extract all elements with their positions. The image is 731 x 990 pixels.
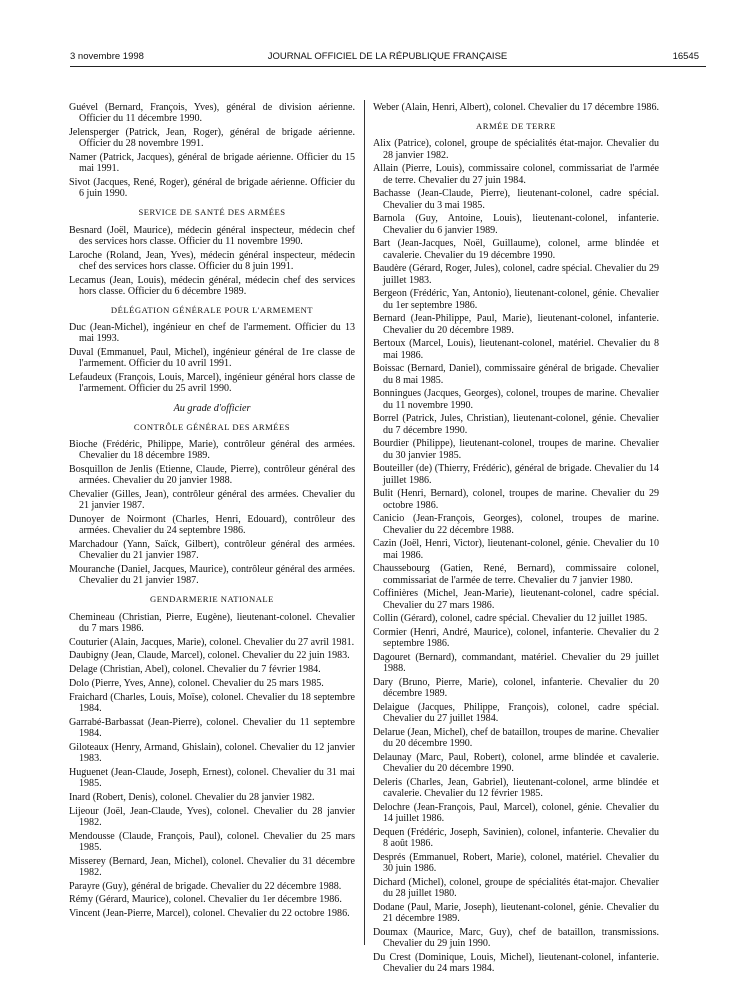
list-item: Delochre (Jean-François, Paul, Marcel), colonel, génie. Chevalier du 14 juillet 1986. bbox=[373, 802, 659, 825]
list-item: Laroche (Roland, Jean, Yves), médecin général inspecteur, médecin chef des services hors classe. Officier du 8 juin 1991. bbox=[69, 249, 355, 272]
list-item: Boissac (Bernard, Daniel), commissaire général de brigade. Chevalier du 8 mai 1985. bbox=[373, 363, 659, 386]
list-item: Bertoux (Marcel, Louis), lieutenant-colonel, matériel. Chevalier du 8 mai 1986. bbox=[373, 338, 659, 361]
header-date: 3 novembre 1998 bbox=[70, 51, 144, 62]
column-divider bbox=[364, 100, 365, 945]
page-header bbox=[70, 51, 705, 65]
list-item: Cazin (Joël, Henri, Victor), lieutenant-colonel, génie. Chevalier du 10 mai 1986. bbox=[373, 538, 659, 561]
list-item: Collin (Gérard), colonel, cadre spécial. Chevalier du 12 juillet 1985. bbox=[373, 613, 648, 625]
list-item: Weber (Alain, Henri, Albert), colonel. Chevalier du 17 décembre 1986. bbox=[373, 102, 659, 113]
list-item: Deleris (Charles, Jean, Gabriel), lieutenant-colonel, arme blindée et cavalerie. Chevalier du 12 février 1985. bbox=[373, 777, 659, 800]
list-item: Bosquillon de Jenlis (Etienne, Claude, Pierre), contrôleur général des armées. Chevalier du 20 janvier 1988. bbox=[69, 464, 355, 487]
list-item: Després (Emmanuel, Robert, Marie), colonel, matériel. Chevalier du 30 juin 1986. bbox=[373, 852, 659, 875]
list-item: Parayre (Guy), général de brigade. Chevalier du 22 décembre 1988. bbox=[69, 880, 342, 892]
list-item: Marchadour (Yann, Saïck, Gilbert), contrôleur général des armées. Chevalier du 21 janvier 1987. bbox=[69, 539, 355, 562]
list-item: Vincent (Jean-Pierre, Marcel), colonel. Chevalier du 22 octobre 1986. bbox=[69, 908, 350, 920]
list-item: Chevalier (Gilles, Jean), contrôleur général des armées. Chevalier du 21 janvier 1987. bbox=[69, 489, 355, 512]
list-item: Fraichard (Charles, Louis, Moïse), colonel. Chevalier du 18 septembre 1984. bbox=[69, 691, 355, 715]
list-item: Bonningues (Jacques, Georges), colonel, troupes de marine. Chevalier du 11 novembre 1990. bbox=[373, 388, 659, 411]
list-item: Canicio (Jean-François, Georges), colonel, troupes de marine. Chevalier du 22 décembre 1988. bbox=[373, 513, 659, 536]
list-item: Misserey (Bernard, Jean, Michel), colonel. Chevalier du 31 décembre 1982. bbox=[69, 855, 355, 878]
list-item: Dary (Bruno, Pierre, Marie), colonel, infanterie. Chevalier du 20 décembre 1989. bbox=[373, 677, 659, 700]
list-item: Jelensperger (Patrick, Jean, Roger), général de brigade aérienne. Officier du 28 novembre 1991. bbox=[69, 127, 355, 150]
section-heading: CONTRÔLE GÉNÉRAL DES ARMÉES bbox=[133, 421, 291, 432]
list-item: Delarue (Jean, Michel), chef de bataillon, troupes de marine. Chevalier du 20 décembre 1990. bbox=[373, 727, 659, 750]
left-column bbox=[69, 102, 355, 922]
list-item: Huguenet (Jean-Claude, Joseph, Ernest), colonel. Chevalier du 31 mai 1985. bbox=[69, 766, 355, 790]
list-item: Guével (Bernard, François, Yves), général de division aérienne. Officier du 11 décembre 1990. bbox=[69, 102, 355, 125]
right-column bbox=[373, 102, 659, 977]
section-heading: DÉLÉGATION GÉNÉRALE POUR L'ARMEMENT bbox=[110, 305, 314, 316]
list-item: Bulit (Henri, Bernard), colonel, troupes de marine. Chevalier du 29 octobre 1986. bbox=[373, 488, 659, 511]
list-item: Sivot (Jacques, René, Roger), général de brigade aérienne. Officier du 6 juin 1990. bbox=[69, 177, 355, 200]
list-item: Allain (Pierre, Louis), commissaire colonel, commissariat de l'armée de terre. Chevalier du 27 juin 1984. bbox=[373, 163, 659, 186]
list-item: Delaigue (Jacques, Philippe, François), colonel, cadre spécial. Chevalier du 27 juillet 1984. bbox=[373, 702, 659, 725]
list-item: Duval (Emmanuel, Paul, Michel), ingénieur général de 1re classe de l'armement. Officier du 10 avril 1991. bbox=[69, 347, 355, 370]
list-item: Rémy (Gérard, Maurice), colonel. Chevalier du 1er décembre 1986. bbox=[69, 894, 342, 906]
list-item: Bioche (Frédéric, Philippe, Marie), contrôleur général des armées. Chevalier du 18 décembre 1989. bbox=[69, 439, 355, 462]
list-item: Bernard (Jean-Philippe, Paul, Marie), lieutenant-colonel, infanterie. Chevalier du 20 décembre 1989. bbox=[373, 313, 659, 336]
section-subheading: Au grade d'officier bbox=[173, 402, 251, 414]
list-item: Inard (Robert, Denis), colonel. Chevalier du 28 janvier 1982. bbox=[69, 791, 315, 803]
list-item: Giloteaux (Henry, Armand, Ghislain), colonel. Chevalier du 12 janvier 1983. bbox=[69, 741, 355, 765]
list-item: Bart (Jean-Jacques, Noël, Guillaume), colonel, arme blindée et cavalerie. Chevalier du 19 décembre 1990. bbox=[373, 238, 659, 261]
page-number: 16545 bbox=[672, 51, 699, 62]
list-item: Besnard (Joël, Maurice), médecin général inspecteur, médecin chef des services hors classe. Officier du 11 novembre 1990. bbox=[69, 224, 355, 247]
list-item: Lijeour (Joël, Jean-Claude, Yves), colonel. Chevalier du 28 janvier 1982. bbox=[69, 805, 355, 828]
list-item: Namer (Patrick, Jacques), général de brigade aérienne. Officier du 15 mai 1991. bbox=[69, 152, 355, 175]
list-item: Dichard (Michel), colonel, groupe de spécialités état-major. Chevalier du 28 juillet 1980. bbox=[373, 877, 659, 900]
list-item: Delage (Christian, Abel), colonel. Chevalier du 7 février 1984. bbox=[69, 664, 321, 676]
list-item: Dolo (Pierre, Yves, Anne), colonel. Chevalier du 25 mars 1985. bbox=[69, 678, 324, 690]
list-item: Bergeon (Frédéric, Yan, Antonio), lieutenant-colonel, génie. Chevalier du 1er septembre 1986. bbox=[373, 288, 659, 311]
list-item: Duc (Jean-Michel), ingénieur en chef de l'armement. Officier du 13 mai 1993. bbox=[69, 322, 355, 345]
section-heading: GENDARMERIE NATIONALE bbox=[150, 594, 274, 605]
list-item: Garrabé-Barbassat (Jean-Pierre), colonel. Chevalier du 11 septembre 1984. bbox=[69, 716, 355, 740]
list-item: Bachasse (Jean-Claude, Pierre), lieutenant-colonel, cadre spécial. Chevalier du 3 mai 1985. bbox=[373, 188, 659, 211]
section-heading: SERVICE DE SANTÉ DES ARMÉES bbox=[138, 207, 286, 218]
list-item: Du Crest (Dominique, Louis, Michel), lieutenant-colonel, infanterie. Chevalier du 24 mars 1984. bbox=[373, 952, 659, 975]
list-item: Lefaudeux (François, Louis, Marcel), ingénieur général hors classe de l'armement. Officier du 25 avril 1990. bbox=[69, 372, 355, 395]
list-item: Dodane (Paul, Marie, Joseph), lieutenant-colonel, génie. Chevalier du 21 décembre 1989. bbox=[373, 902, 659, 925]
list-item: Mendousse (Claude, François, Paul), colonel. Chevalier du 25 mars 1985. bbox=[69, 830, 355, 853]
list-item: Alix (Patrice), colonel, groupe de spécialités état-major. Chevalier du 28 janvier 1982. bbox=[373, 138, 659, 161]
list-item: Chemineau (Christian, Pierre, Eugène), lieutenant-colonel. Chevalier du 7 mars 1986. bbox=[69, 611, 355, 634]
list-item: Barnola (Guy, Antoine, Louis), lieutenant-colonel, infanterie. Chevalier du 6 janvier 1989. bbox=[373, 213, 659, 236]
list-item: Dunoyer de Noirmont (Charles, Henri, Edouard), contrôleur des armées. Chevalier du 24 septembre 1986. bbox=[69, 514, 355, 537]
list-item: Bourdier (Philippe), lieutenant-colonel, troupes de marine. Chevalier du 30 janvier 1985. bbox=[373, 438, 659, 461]
list-item: Couturier (Alain, Jacques, Marie), colonel. Chevalier du 27 avril 1981. bbox=[69, 636, 355, 648]
list-item: Dagouret (Bernard), commandant, matériel. Chevalier du 29 juillet 1988. bbox=[373, 652, 659, 675]
list-item: Dequen (Frédéric, Joseph, Savinien), colonel, infanterie. Chevalier du 8 août 1986. bbox=[373, 827, 659, 850]
list-item: Delaunay (Marc, Paul, Robert), colonel, arme blindée et cavalerie. Chevalier du 20 décembre 1990. bbox=[373, 752, 659, 775]
list-item: Mouranche (Daniel, Jacques, Maurice), contrôleur général des armées. Chevalier du 21 janvier 1987. bbox=[69, 564, 355, 587]
list-item: Daubigny (Jean, Claude, Marcel), colonel. Chevalier du 22 juin 1983. bbox=[69, 650, 350, 662]
list-item: Chaussebourg (Gatien, René, Bernard), commissaire colonel, commissariat de l'armée de terre. Chevalier du 7 janvier 1980. bbox=[373, 563, 659, 586]
list-item: Doumax (Maurice, Marc, Guy), chef de bataillon, transmissions. Chevalier du 29 juin 1990. bbox=[373, 927, 659, 950]
header-title: JOURNAL OFFICIEL DE LA RÉPUBLIQUE FRANÇAISE bbox=[267, 51, 508, 62]
list-item: Baudère (Gérard, Roger, Jules), colonel, cadre spécial. Chevalier du 29 juillet 1983. bbox=[373, 263, 659, 286]
list-item: Borrel (Patrick, Jules, Christian), lieutenant-colonel, génie. Chevalier du 7 décembre 1990. bbox=[373, 413, 659, 436]
list-item: Lecamus (Jean, Louis), médecin général, médecin chef des services hors classe. Officier du 6 décembre 1989. bbox=[69, 274, 355, 297]
list-item: Bouteiller (de) (Thierry, Frédéric), général de brigade. Chevalier du 14 juillet 1986. bbox=[373, 463, 659, 486]
list-item: Coffinières (Michel, Jean-Marie), lieutenant-colonel, cadre spécial. Chevalier du 27 mars 1986. bbox=[373, 588, 659, 611]
header-rule bbox=[70, 66, 706, 67]
list-item: Cormier (Henri, André, Maurice), colonel, infanterie. Chevalier du 2 septembre 1986. bbox=[373, 627, 659, 650]
section-heading: ARMÉE DE TERRE bbox=[476, 121, 556, 132]
